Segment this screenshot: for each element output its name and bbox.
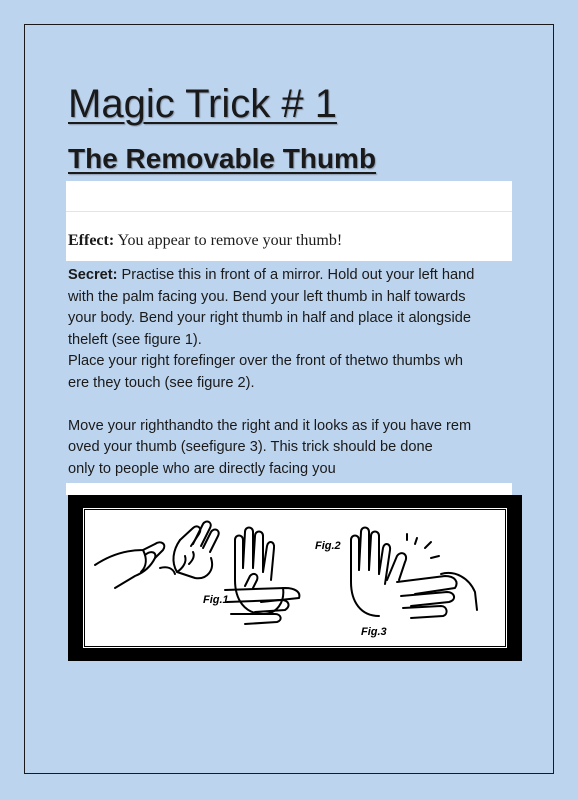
- page-title: Magic Trick # 1: [68, 82, 337, 126]
- effect-line: [68, 232, 342, 250]
- secret-line: oved your thumb (seefigure 3). This trick should be done: [68, 439, 433, 455]
- secret-line: Place your right forefinger over the front of thetwo thumbs wh: [68, 353, 464, 369]
- secret-line: with the palm facing you. Bend your left thumb in half towards: [68, 288, 466, 305]
- figure-illustration: [82, 507, 508, 649]
- figure-3-hands: [351, 528, 477, 619]
- figure-1-label: Fig.1: [203, 594, 229, 606]
- figure-frame: [68, 495, 522, 661]
- divider: [66, 211, 512, 212]
- figure-1-hands: [95, 521, 219, 588]
- figure-3-label: Fig.3: [361, 626, 387, 638]
- secret-line: only to people who are directly facing you: [68, 460, 336, 477]
- secret-label: Secret:: [68, 267, 118, 283]
- figure-2-label: Fig.2: [315, 540, 341, 552]
- figure-strip-background: [66, 483, 512, 495]
- effect-box: [66, 181, 512, 261]
- secret-line: Secret: Practise this in front of a mirror. Hold out your left hand: [68, 267, 475, 283]
- secret-line: Move your righthandto the right and it looks as if you have rem: [68, 417, 472, 434]
- secret-line: theleft (see figure 1).: [68, 331, 202, 348]
- secret-blank-line: [68, 394, 518, 416]
- secret-line: your body. Bend your right thumb in half and place it alongside: [68, 310, 471, 326]
- secret-paragraph: [68, 265, 518, 480]
- secret-line: ere they touch (see figure 2).: [68, 374, 255, 391]
- hand-illustrations: [85, 510, 505, 646]
- page-subtitle: The Removable Thumb: [68, 143, 377, 174]
- effect-label: Effect:: [68, 232, 115, 249]
- figure-2-hands: [225, 528, 299, 625]
- effect-text: You appear to remove your thumb!: [114, 232, 343, 249]
